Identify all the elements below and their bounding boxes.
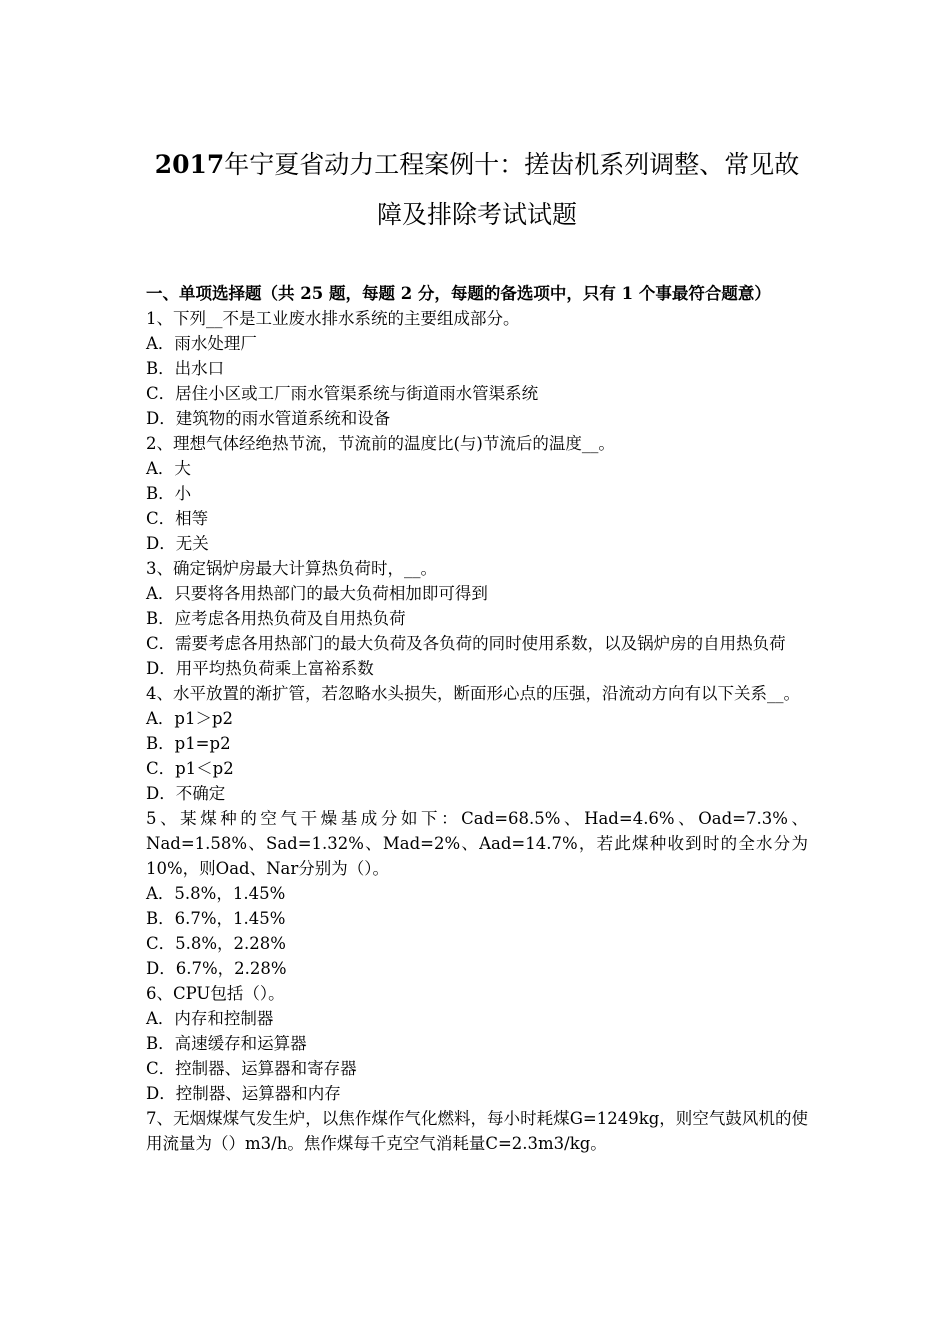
answer-option: B．小 [146, 484, 192, 503]
answer-option: D．6.7%，2.28% [146, 959, 287, 978]
answer-option: C．5.8%，2.28% [146, 934, 286, 953]
answer-option: B．出水口 [146, 359, 225, 378]
answer-option: D．控制器、运算器和内存 [146, 1084, 341, 1103]
document-page [146, 140, 808, 1156]
section-heading: 一、单项选择题（共 25 题，每题 2 分，每题的备选项中，只有 1 个事最符合题意） [146, 284, 771, 303]
question-7 [146, 1106, 808, 1156]
question-5 [146, 806, 808, 981]
title-year: 2017 [154, 150, 225, 179]
answer-option: A．雨水处理厂 [146, 334, 257, 353]
question-1 [146, 306, 808, 431]
answer-option: C．居住小区或工厂雨水管渠系统与街道雨水管渠系统 [146, 384, 539, 403]
answer-option: C．需要考虑各用热部门的最大负荷及各负荷的同时使用系数，以及锅炉房的自用热负荷 [146, 634, 786, 653]
answer-option: C．p1＜p2 [146, 759, 234, 778]
question-stem: 7、无烟煤煤气发生炉，以焦作煤作气化燃料，每小时耗煤G=1249kg，则空气鼓风机的使用流量为（）m3/h。焦作煤每千克空气消耗量C=2.3m3/kg。 [146, 1109, 808, 1153]
answer-option: D．建筑物的雨水管道系统和设备 [146, 409, 391, 428]
question-stem: 1、下列__不是工业废水排水系统的主要组成部分。 [146, 309, 520, 328]
answer-option: A．只要将各用热部门的最大负荷相加即可得到 [146, 584, 488, 603]
answer-option: C．相等 [146, 509, 209, 528]
title-text: 年宁夏省动力工程案例十：搓齿机系列调整、常见故障及排除考试试题 [224, 150, 800, 229]
answer-option: B．应考虑各用热负荷及自用热负荷 [146, 609, 406, 628]
answer-option: D．用平均热负荷乘上富裕系数 [146, 659, 374, 678]
answer-option: B．高速缓存和运算器 [146, 1034, 307, 1053]
answer-option: D．不确定 [146, 784, 226, 803]
question-stem: 5、某煤种的空气干燥基成分如下：Cad=68.5%、Had=4.6%、Oad=7.3%、Nad=1.58%、Sad=1.32%、Mad=2%、Aad=14.7%，若此煤种收到时的全水分为10%，则Oad、Nar分别为（）。 [146, 809, 808, 878]
answer-option: D．无关 [146, 534, 209, 553]
question-stem: 2、理想气体经绝热节流，节流前的温度比(与)节流后的温度__。 [146, 434, 615, 453]
question-stem: 6、CPU包括（）。 [146, 984, 285, 1003]
document-title [146, 140, 808, 240]
answer-option: C．控制器、运算器和寄存器 [146, 1059, 357, 1078]
question-stem: 3、确定锅炉房最大计算热负荷时，__。 [146, 559, 437, 578]
answer-option: B．6.7%，1.45% [146, 909, 286, 928]
answer-option: A．内存和控制器 [146, 1009, 274, 1028]
answer-option: A．5.8%，1.45% [146, 884, 286, 903]
answer-option: A．大 [146, 459, 191, 478]
answer-option: A．p1＞p2 [146, 709, 234, 728]
question-2 [146, 431, 808, 556]
question-4 [146, 681, 808, 806]
question-3 [146, 556, 808, 681]
question-list [146, 306, 808, 1156]
question-stem: 4、水平放置的渐扩管，若忽略水头损失，断面形心点的压强，沿流动方向有以下关系__。 [146, 684, 800, 703]
question-6 [146, 981, 808, 1106]
answer-option: B．p1=p2 [146, 734, 231, 753]
